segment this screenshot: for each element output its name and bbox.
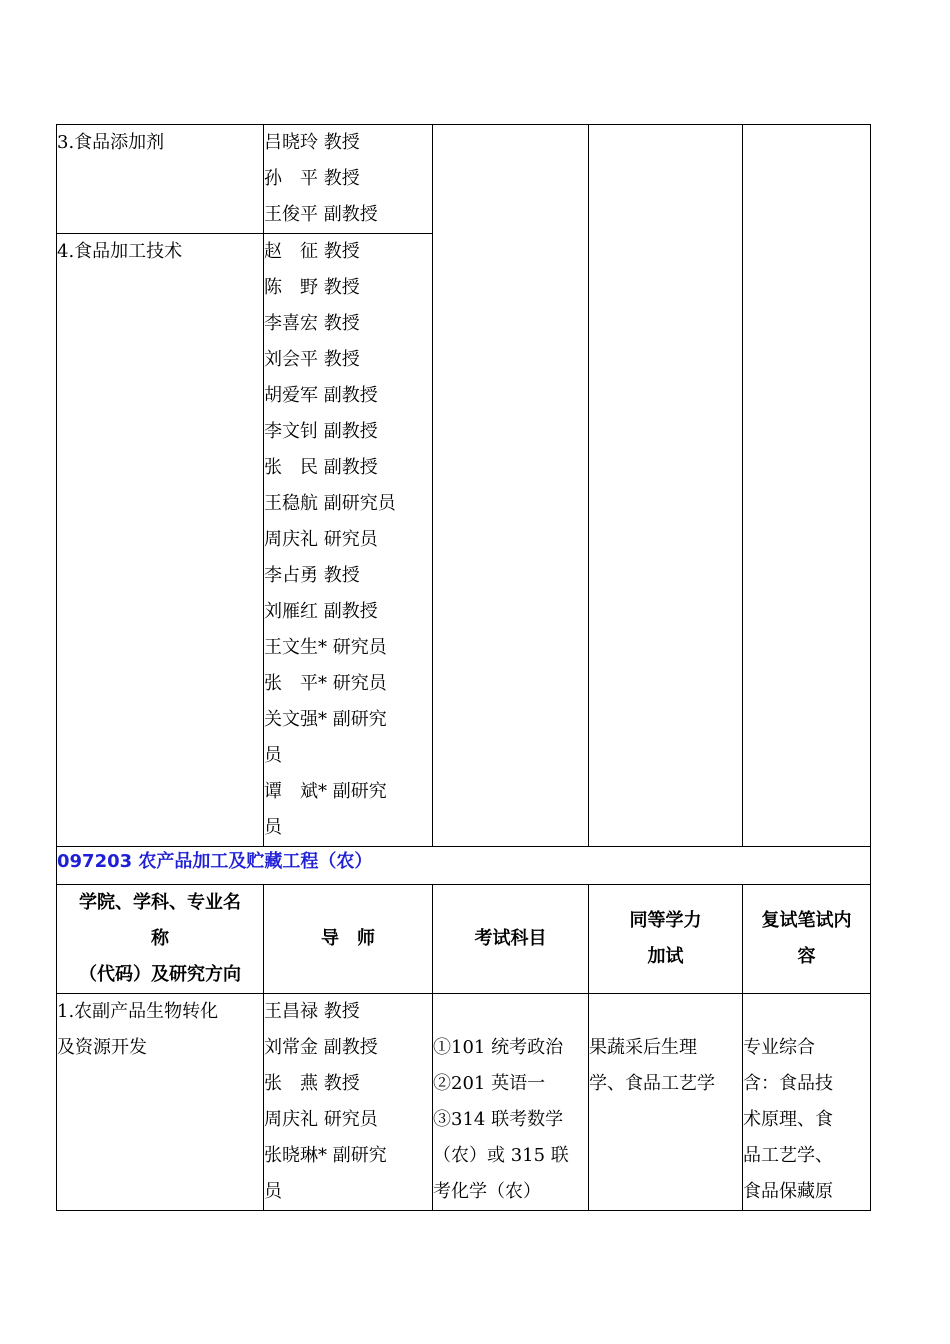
advisor-item: 张 平* 研究员 <box>264 673 387 694</box>
advisor-cell <box>264 994 433 1211</box>
exam-item: ②201 英语一 <box>433 1073 546 1094</box>
advisor-item: 员 <box>264 1181 282 1202</box>
header-text: 容 <box>797 946 816 967</box>
advisor-item: 吕晓玲 教授 <box>264 132 360 153</box>
advisor-item: 王文生* 研究员 <box>264 637 387 658</box>
advisor-item: 赵 征 教授 <box>264 241 360 262</box>
retest-item: 专业综合 <box>743 1037 815 1058</box>
advisor-cell <box>264 234 433 847</box>
advisor-item: 员 <box>264 817 282 838</box>
direction-cell <box>57 125 264 234</box>
direction-cell <box>57 234 264 847</box>
advisor-item: 陈 野 教授 <box>264 277 360 298</box>
advisor-item: 员 <box>264 745 282 766</box>
header-text: 复试笔试内 <box>761 910 852 931</box>
retest-item: 含：食品技 <box>743 1073 833 1094</box>
retest-cell <box>743 994 871 1211</box>
direction-label: 4.食品加工技术 <box>57 241 183 262</box>
equivalent-item: 学、食品工艺学 <box>589 1073 715 1094</box>
header-text: （代码）及研究方向 <box>79 964 241 985</box>
header-text: 学院、学科、专业名 <box>79 892 241 913</box>
advisor-item: 刘常金 副教授 <box>264 1037 378 1058</box>
header-text: 称 <box>151 928 169 949</box>
advisor-item: 刘会平 教授 <box>264 349 360 370</box>
retest-item: 术原理、食 <box>743 1109 833 1130</box>
equivalent-cell <box>589 994 743 1211</box>
header-text: 同等学力 <box>629 910 702 931</box>
header-exams: 考试科目 <box>433 885 589 994</box>
advisor-item: 周庆礼 研究员 <box>264 1109 378 1130</box>
advisor-item: 胡爱军 副教授 <box>264 385 378 406</box>
exam-item: ③314 联考数学 <box>433 1109 564 1130</box>
advisor-item: 谭 斌* 副研究 <box>264 781 387 802</box>
table-row <box>57 994 871 1211</box>
equivalent-item: 果蔬采后生理 <box>589 1037 697 1058</box>
retest-item: 品工艺学、 <box>743 1145 833 1166</box>
advisor-item: 张 民 副教授 <box>264 457 378 478</box>
header-text: 加试 <box>647 946 684 967</box>
header-retest <box>743 885 871 994</box>
header-row <box>57 885 871 994</box>
advisor-item: 张 燕 教授 <box>264 1073 360 1094</box>
direction-label: 3.食品添加剂 <box>57 132 165 153</box>
direction-cell <box>57 994 264 1211</box>
exam-cell <box>433 994 589 1211</box>
advisor-item: 王俊平 副教授 <box>264 204 378 225</box>
header-advisor: 导 师 <box>264 885 433 994</box>
section-row <box>57 847 871 885</box>
retest-item: 食品保藏原 <box>743 1181 833 1202</box>
advisor-item: 关文强* 副研究 <box>264 709 387 730</box>
direction-label: 及资源开发 <box>57 1037 147 1058</box>
advisor-item: 李占勇 教授 <box>264 565 360 586</box>
advisor-item: 李文钊 副教授 <box>264 421 378 442</box>
retest-cell-empty <box>743 125 871 847</box>
advisor-item: 张晓琳* 副研究 <box>264 1145 387 1166</box>
program-table <box>56 124 871 1211</box>
exam-cell-empty <box>433 125 589 847</box>
exam-item: ①101 统考政治 <box>433 1037 564 1058</box>
advisor-item: 王稳航 副研究员 <box>264 493 396 514</box>
advisor-item: 王昌禄 教授 <box>264 1001 360 1022</box>
direction-label: 1.农副产品生物转化 <box>57 1001 219 1022</box>
advisor-item: 孙 平 教授 <box>264 168 360 189</box>
exam-item: （农）或 315 联 <box>433 1145 569 1166</box>
advisor-cell <box>264 125 433 234</box>
equivalent-cell-empty <box>589 125 743 847</box>
exam-item: 考化学（农） <box>433 1181 541 1202</box>
advisor-item: 周庆礼 研究员 <box>264 529 378 550</box>
advisor-item: 刘雁红 副教授 <box>264 601 378 622</box>
advisor-item: 李喜宏 教授 <box>264 313 360 334</box>
table-row <box>57 125 871 234</box>
header-equivalent <box>589 885 743 994</box>
header-direction <box>57 885 264 994</box>
section-title: 097203 农产品加工及贮藏工程（农） <box>57 847 871 885</box>
